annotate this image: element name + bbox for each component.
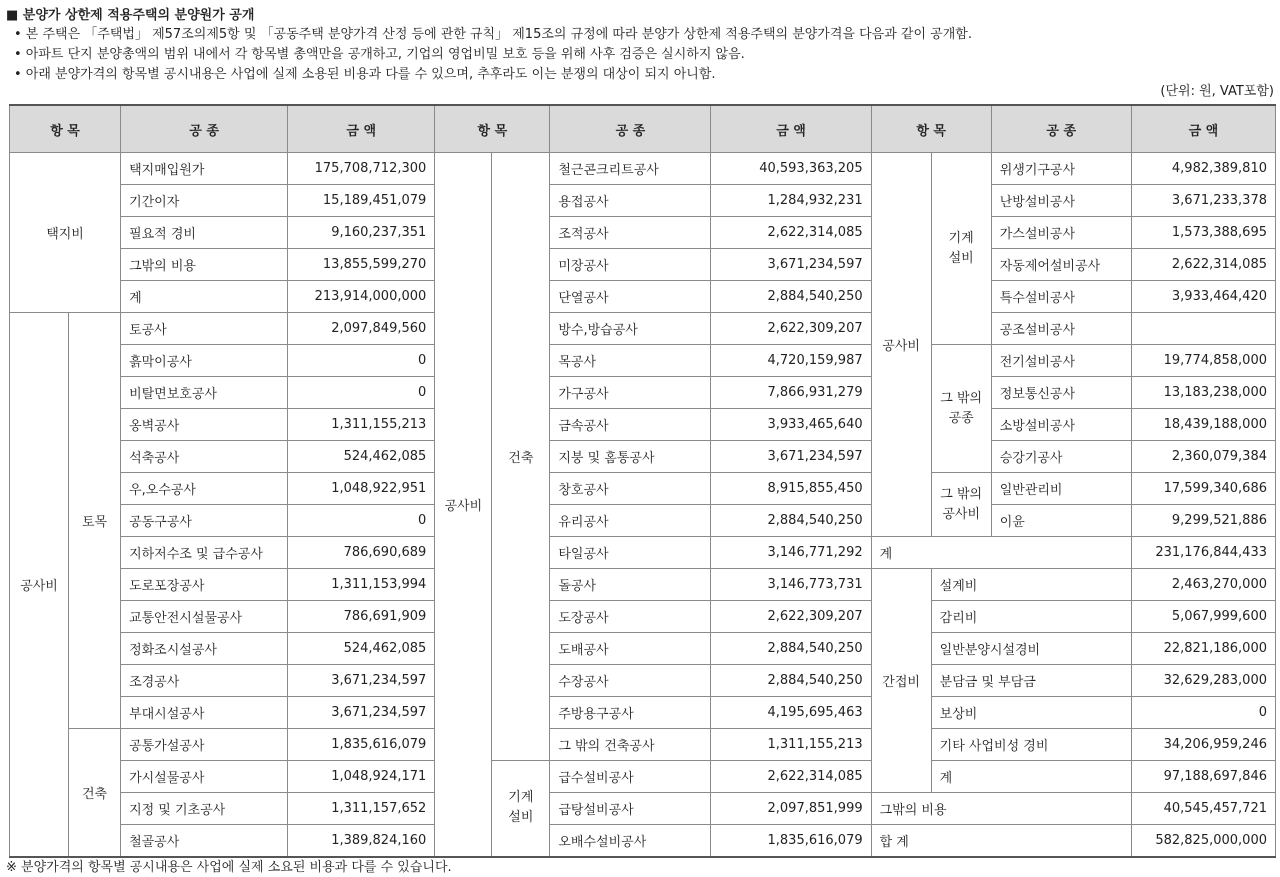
item-amount: 1,284,932,231 xyxy=(711,185,871,217)
item-label: 우,오수공사 xyxy=(121,473,288,505)
item-label: 기간이자 xyxy=(121,185,288,217)
footnote: ※ 분양가격의 항목별 공시내용은 사업에 실제 소요된 비용과 다를 수 있습니다. xyxy=(6,860,452,875)
item-amount: 4,982,389,810 xyxy=(1131,153,1275,185)
item-amount: 2,360,079,384 xyxy=(1131,441,1275,473)
item-amount: 1,048,922,951 xyxy=(288,473,435,505)
construction-subtotal-amount: 231,176,844,433 xyxy=(1131,537,1275,569)
item-label: 흙막이공사 xyxy=(121,345,288,377)
item-label: 전기설비공사 xyxy=(991,345,1131,377)
item-label: 특수설비공사 xyxy=(991,281,1131,313)
group-civil: 토목 xyxy=(69,313,121,729)
header-kind: 공 종 xyxy=(991,105,1131,153)
table-row xyxy=(10,217,1276,249)
table-row xyxy=(10,729,1276,761)
group-indirect: 간접비 xyxy=(871,569,931,793)
item-amount: 1,311,155,213 xyxy=(711,729,871,761)
unit-label: (단위: 원, VAT포함) xyxy=(1160,84,1274,99)
item-amount: 3,671,233,378 xyxy=(1131,185,1275,217)
item-label: 토공사 xyxy=(121,313,288,345)
header-item: 항 목 xyxy=(435,105,550,153)
item-amount: 2,622,309,207 xyxy=(711,313,871,345)
item-label: 공조설비공사 xyxy=(991,313,1131,345)
item-label: 수장공사 xyxy=(550,665,711,697)
item-amount: 2,463,270,000 xyxy=(1131,569,1275,601)
item-amount: 0 xyxy=(1131,697,1275,729)
table-row xyxy=(10,697,1276,729)
item-amount: 1,835,616,079 xyxy=(288,729,435,761)
item-amount: 40,593,363,205 xyxy=(711,153,871,185)
item-label: 미장공사 xyxy=(550,249,711,281)
item-amount: 1,835,616,079 xyxy=(711,825,871,857)
item-amount: 9,299,521,886 xyxy=(1131,505,1275,537)
group-construction: 공사비 xyxy=(435,153,492,857)
misc-cost-amount: 40,545,457,721 xyxy=(1131,793,1275,825)
item-label: 주방용구공사 xyxy=(550,697,711,729)
table-row xyxy=(10,537,1276,569)
item-label: 필요적 경비 xyxy=(121,217,288,249)
group-mech: 기계 설비 xyxy=(931,153,991,345)
item-amount: 0 xyxy=(288,377,435,409)
item-amount: 1,311,155,213 xyxy=(288,409,435,441)
item-amount: 4,720,159,987 xyxy=(711,345,871,377)
item-amount xyxy=(1131,313,1275,345)
item-label: 돌공사 xyxy=(550,569,711,601)
group-construction: 공사비 xyxy=(871,153,931,537)
item-label: 지정 및 기초공사 xyxy=(121,793,288,825)
table-row xyxy=(10,793,1276,825)
item-amount: 1,573,388,695 xyxy=(1131,217,1275,249)
item-amount: 175,708,712,300 xyxy=(288,153,435,185)
item-label: 타일공사 xyxy=(550,537,711,569)
item-label: 조적공사 xyxy=(550,217,711,249)
item-label: 일반분양시설경비 xyxy=(931,633,1131,665)
item-amount: 1,048,924,171 xyxy=(288,761,435,793)
item-amount: 786,690,689 xyxy=(288,537,435,569)
item-label: 지하저수조 및 급수공사 xyxy=(121,537,288,569)
group-etc: 그 밖의 공종 xyxy=(931,345,991,473)
table-row xyxy=(10,281,1276,313)
item-amount: 2,622,314,085 xyxy=(1131,249,1275,281)
item-label: 감리비 xyxy=(931,601,1131,633)
item-amount: 2,884,540,250 xyxy=(711,633,871,665)
item-label: 철골공사 xyxy=(121,825,288,857)
item-amount: 1,311,157,652 xyxy=(288,793,435,825)
item-amount: 1,311,153,994 xyxy=(288,569,435,601)
item-label: 정화조시설공사 xyxy=(121,633,288,665)
item-label: 창호공사 xyxy=(550,473,711,505)
table-row xyxy=(10,473,1276,505)
table-row xyxy=(10,345,1276,377)
item-label: 유리공사 xyxy=(550,505,711,537)
item-label: 승강기공사 xyxy=(991,441,1131,473)
item-label: 급수설비공사 xyxy=(550,761,711,793)
item-amount: 2,884,540,250 xyxy=(711,665,871,697)
table-row xyxy=(10,185,1276,217)
header-amount: 금 액 xyxy=(1131,105,1275,153)
item-amount: 13,183,238,000 xyxy=(1131,377,1275,409)
item-label: 옹벽공사 xyxy=(121,409,288,441)
item-label: 조경공사 xyxy=(121,665,288,697)
item-label: 가구공사 xyxy=(550,377,711,409)
group-other: 그 밖의 공사비 xyxy=(931,473,991,537)
item-label: 도로포장공사 xyxy=(121,569,288,601)
table-row xyxy=(10,313,1276,345)
item-amount: 7,866,931,279 xyxy=(711,377,871,409)
item-label: 교통안전시설물공사 xyxy=(121,601,288,633)
table-row xyxy=(10,665,1276,697)
item-amount: 786,691,909 xyxy=(288,601,435,633)
item-amount: 2,622,309,207 xyxy=(711,601,871,633)
item-label: 설계비 xyxy=(931,569,1131,601)
table-header-row xyxy=(10,105,1276,153)
item-amount: 19,774,858,000 xyxy=(1131,345,1275,377)
item-amount: 2,884,540,250 xyxy=(711,281,871,313)
item-label: 가스설비공사 xyxy=(991,217,1131,249)
construction-subtotal-label: 계 xyxy=(871,537,1131,569)
note-1: • 본 주택은 「주택법」 제57조의제5항 및 「공동주택 분양가격 산정 등에 관한 규칙」 제15조의 규정에 따라 분양가 상한제 적용주택의 분양가격을 다음과 같이 공개함. xyxy=(14,27,972,42)
item-amount: 3,146,773,731 xyxy=(711,569,871,601)
header-item: 항 목 xyxy=(10,105,121,153)
table-row xyxy=(10,249,1276,281)
item-label: 계 xyxy=(931,761,1131,793)
item-label: 지붕 및 홈통공사 xyxy=(550,441,711,473)
item-amount: 8,915,855,450 xyxy=(711,473,871,505)
item-amount: 213,914,000,000 xyxy=(288,281,435,313)
item-label: 금속공사 xyxy=(550,409,711,441)
item-amount: 2,097,849,560 xyxy=(288,313,435,345)
item-amount: 97,188,697,846 xyxy=(1131,761,1275,793)
item-amount: 3,933,464,420 xyxy=(1131,281,1275,313)
item-label: 기타 사업비성 경비 xyxy=(931,729,1131,761)
item-label: 그 밖의 건축공사 xyxy=(550,729,711,761)
item-amount: 2,622,314,085 xyxy=(711,761,871,793)
header-kind: 공 종 xyxy=(550,105,711,153)
item-label: 철근콘크리트공사 xyxy=(550,153,711,185)
header-kind: 공 종 xyxy=(121,105,288,153)
item-amount: 0 xyxy=(288,505,435,537)
header-amount: 금 액 xyxy=(711,105,871,153)
note-2: • 아파트 단지 분양총액의 범위 내에서 각 항목별 총액만을 공개하고, 기업의 영업비밀 보호 등을 위해 사후 검증은 실시하지 않음. xyxy=(14,47,745,62)
item-label: 오배수설비공사 xyxy=(550,825,711,857)
table-row xyxy=(10,377,1276,409)
item-amount: 0 xyxy=(288,345,435,377)
item-amount: 13,855,599,270 xyxy=(288,249,435,281)
item-label: 위생기구공사 xyxy=(991,153,1131,185)
item-label: 단열공사 xyxy=(550,281,711,313)
item-label: 소방설비공사 xyxy=(991,409,1131,441)
item-amount: 15,189,451,079 xyxy=(288,185,435,217)
item-amount: 2,884,540,250 xyxy=(711,505,871,537)
header-amount: 금 액 xyxy=(288,105,435,153)
item-amount: 524,462,085 xyxy=(288,633,435,665)
table-row xyxy=(10,441,1276,473)
item-amount: 5,067,999,600 xyxy=(1131,601,1275,633)
item-amount: 32,629,283,000 xyxy=(1131,665,1275,697)
item-label: 석축공사 xyxy=(121,441,288,473)
grand-total-amount: 582,825,000,000 xyxy=(1131,825,1275,857)
item-label: 도장공사 xyxy=(550,601,711,633)
item-label: 그밖의 비용 xyxy=(121,249,288,281)
grand-total-label: 합 계 xyxy=(871,825,1131,857)
item-amount: 2,622,314,085 xyxy=(711,217,871,249)
item-amount: 18,439,188,000 xyxy=(1131,409,1275,441)
table-row xyxy=(10,505,1276,537)
table-row xyxy=(10,601,1276,633)
item-label: 목공사 xyxy=(550,345,711,377)
group-mech: 기계 설비 xyxy=(492,761,550,857)
table-row xyxy=(10,153,1276,185)
item-label: 자동제어설비공사 xyxy=(991,249,1131,281)
item-label: 용접공사 xyxy=(550,185,711,217)
item-amount: 3,671,234,597 xyxy=(288,665,435,697)
item-label: 난방설비공사 xyxy=(991,185,1131,217)
item-amount: 3,671,234,597 xyxy=(288,697,435,729)
table-row xyxy=(10,633,1276,665)
item-amount: 2,097,851,999 xyxy=(711,793,871,825)
item-label: 보상비 xyxy=(931,697,1131,729)
item-amount: 9,160,237,351 xyxy=(288,217,435,249)
header-item: 항 목 xyxy=(871,105,991,153)
misc-cost-label: 그밖의 비용 xyxy=(871,793,1131,825)
note-3: • 아래 분양가격의 항목별 공시내용은 사업에 실제 소용된 비용과 다를 수 있으며, 추후라도 이는 분쟁의 대상이 되지 아니함. xyxy=(14,67,716,82)
item-label: 분담금 및 부담금 xyxy=(931,665,1131,697)
item-label: 정보통신공사 xyxy=(991,377,1131,409)
group-construction: 공사비 xyxy=(10,313,69,857)
item-label: 부대시설공사 xyxy=(121,697,288,729)
item-amount: 1,389,824,160 xyxy=(288,825,435,857)
item-amount: 524,462,085 xyxy=(288,441,435,473)
item-amount: 3,671,234,597 xyxy=(711,441,871,473)
item-amount: 4,195,695,463 xyxy=(711,697,871,729)
item-label: 이윤 xyxy=(991,505,1131,537)
item-label: 공동구공사 xyxy=(121,505,288,537)
table-row xyxy=(10,761,1276,793)
item-label: 일반관리비 xyxy=(991,473,1131,505)
item-amount: 3,146,771,292 xyxy=(711,537,871,569)
page-title: ■ 분양가 상한제 적용주택의 분양원가 공개 xyxy=(6,8,255,23)
table-row xyxy=(10,569,1276,601)
item-label: 급탕설비공사 xyxy=(550,793,711,825)
item-amount: 34,206,959,246 xyxy=(1131,729,1275,761)
item-label: 계 xyxy=(121,281,288,313)
item-label: 비탈면보호공사 xyxy=(121,377,288,409)
group-arch: 건축 xyxy=(69,729,121,857)
table-row xyxy=(10,825,1276,857)
item-label: 공통가설공사 xyxy=(121,729,288,761)
item-label: 도배공사 xyxy=(550,633,711,665)
cost-table xyxy=(9,104,1276,858)
group-land: 택지비 xyxy=(10,153,121,313)
item-amount: 3,933,465,640 xyxy=(711,409,871,441)
item-label: 방수,방습공사 xyxy=(550,313,711,345)
item-amount: 3,671,234,597 xyxy=(711,249,871,281)
item-amount: 17,599,340,686 xyxy=(1131,473,1275,505)
item-amount: 22,821,186,000 xyxy=(1131,633,1275,665)
group-arch: 건축 xyxy=(492,153,550,761)
item-label: 택지매입원가 xyxy=(121,153,288,185)
table-row xyxy=(10,409,1276,441)
item-label: 가시설물공사 xyxy=(121,761,288,793)
